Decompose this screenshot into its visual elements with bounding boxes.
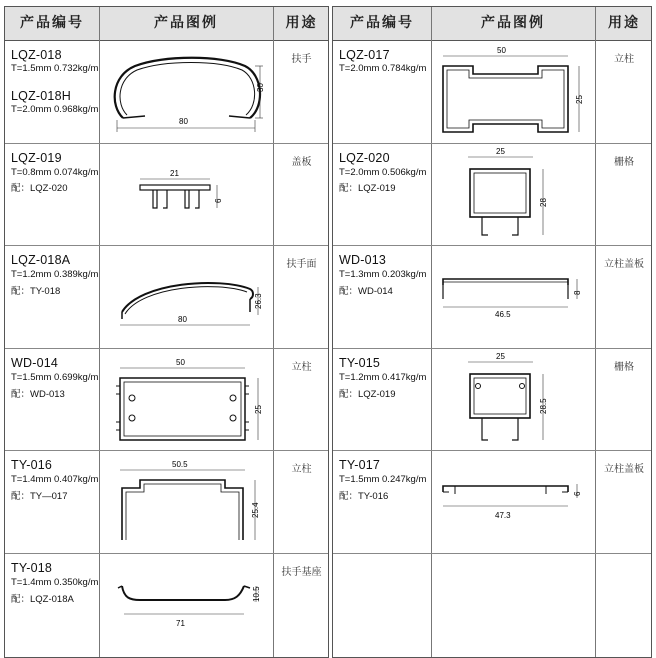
dimension-label: 46.5	[495, 310, 511, 319]
profile-drawing	[433, 265, 593, 335]
profile-drawing	[125, 163, 245, 233]
table-row	[333, 40, 651, 144]
header-product-image: 产品图例	[154, 15, 218, 31]
product-pair: 配：TY—017	[11, 491, 68, 502]
table-row	[333, 450, 651, 554]
product-pair: 配：TY-018	[11, 286, 61, 297]
dimension-label: 25.4	[251, 502, 260, 518]
dimension-label: 25	[496, 147, 505, 156]
dimension-label: 28	[539, 198, 548, 207]
table-row	[333, 143, 651, 246]
dimension-label: 80	[179, 117, 188, 126]
dimension-label: 8	[573, 290, 582, 295]
product-spec: T=1.4mm 0.350kg/m	[11, 577, 99, 588]
product-pair: 配：LQZ-019	[339, 183, 396, 194]
product-pair: 配：TY-016	[339, 491, 389, 502]
product-spec: T=1.5mm 0.699kg/m	[11, 372, 99, 383]
product-code: LQZ-020	[339, 151, 390, 165]
table-row	[5, 245, 328, 349]
dimension-label: 30	[256, 83, 265, 92]
profile-drawing	[110, 578, 270, 648]
dimension-label: 6	[214, 198, 223, 203]
product-code: LQZ-018A	[11, 253, 71, 267]
table-row	[5, 40, 328, 144]
dimension-label: 25	[496, 352, 505, 361]
product-usage: 立柱盖板	[604, 259, 644, 270]
dimension-label: 6	[573, 491, 582, 496]
product-code: TY-015	[339, 356, 381, 370]
right-catalog-table	[332, 6, 652, 658]
profile-drawing	[105, 48, 270, 138]
header-product-code: 产品编号	[350, 15, 414, 31]
dimension-label: 50.5	[172, 460, 188, 469]
product-code-variant: LQZ-018H	[11, 89, 71, 103]
dimension-label: 25	[575, 95, 584, 104]
product-code: WD-013	[339, 253, 387, 267]
dimension-label: 25	[254, 405, 263, 414]
product-spec: T=0.8mm 0.074kg/m	[11, 167, 99, 178]
product-code: TY-018	[11, 561, 53, 575]
product-usage: 盖板	[291, 157, 312, 168]
dimension-label: 47.3	[495, 511, 511, 520]
product-usage: 立柱	[291, 464, 312, 475]
right-header-row	[333, 7, 651, 41]
table-row	[5, 450, 328, 554]
header-product-image: 产品图例	[481, 15, 545, 31]
dimension-label: 28.5	[539, 398, 548, 414]
product-spec: T=1.3mm 0.203kg/m	[339, 269, 427, 280]
product-spec: T=1.2mm 0.389kg/m	[11, 269, 99, 280]
product-code: TY-017	[339, 458, 381, 472]
table-row	[5, 348, 328, 451]
dimension-label: 10.5	[252, 586, 261, 602]
dimension-label: 50	[176, 358, 185, 367]
table-row	[5, 143, 328, 246]
header-product-code: 产品编号	[20, 15, 84, 31]
table-row	[333, 348, 651, 451]
product-code: LQZ-018	[11, 48, 62, 62]
product-code: LQZ-017	[339, 48, 390, 62]
profile-drawing	[433, 470, 593, 540]
dimension-label: 26.3	[254, 293, 263, 309]
profile-drawing	[458, 147, 568, 242]
product-usage: 立柱	[291, 362, 312, 373]
dimension-label: 21	[170, 169, 179, 178]
product-usage: 立柱盖板	[604, 464, 644, 475]
product-pair: 配：LQZ-018A	[11, 594, 74, 605]
product-usage: 立柱	[614, 54, 634, 65]
product-pair: 配：WD-013	[11, 389, 65, 400]
product-spec: T=1.5mm 0.732kg/m	[11, 63, 99, 74]
product-spec: T=2.0mm 0.784kg/m	[339, 63, 427, 74]
product-spec-variant: T=2.0mm 0.968kg/m	[11, 104, 99, 115]
profile-drawing	[110, 356, 270, 446]
table-row	[5, 553, 328, 657]
left-header-row	[5, 7, 328, 41]
product-code: LQZ-019	[11, 151, 62, 165]
header-usage: 用途	[608, 15, 640, 31]
product-spec: T=1.5mm 0.247kg/m	[339, 474, 427, 485]
dimension-label: 80	[178, 315, 187, 324]
product-pair: 配：LQZ-020	[11, 183, 68, 194]
header-usage: 用途	[285, 15, 318, 31]
table-row	[333, 245, 651, 349]
dimension-label: 71	[176, 619, 185, 628]
profile-drawing	[433, 44, 593, 139]
profile-drawing	[110, 257, 270, 342]
product-usage: 栅格	[614, 362, 634, 373]
product-usage: 扶手面	[286, 259, 317, 270]
product-code: WD-014	[11, 356, 59, 370]
product-spec: T=2.0mm 0.506kg/m	[339, 167, 427, 178]
profile-drawing	[458, 352, 568, 447]
left-catalog-table	[4, 6, 329, 658]
product-spec: T=1.2mm 0.417kg/m	[339, 372, 427, 383]
product-spec: T=1.4mm 0.407kg/m	[11, 474, 99, 485]
product-pair: 配：LQZ-019	[339, 389, 396, 400]
empty-row	[333, 553, 651, 657]
dimension-label: 50	[497, 46, 506, 55]
product-code: TY-016	[11, 458, 53, 472]
product-usage: 扶手	[291, 54, 312, 65]
product-pair: 配：WD-014	[339, 286, 393, 297]
profile-drawing	[110, 458, 270, 548]
product-usage: 栅格	[614, 157, 634, 168]
product-usage: 扶手基座	[281, 567, 322, 578]
